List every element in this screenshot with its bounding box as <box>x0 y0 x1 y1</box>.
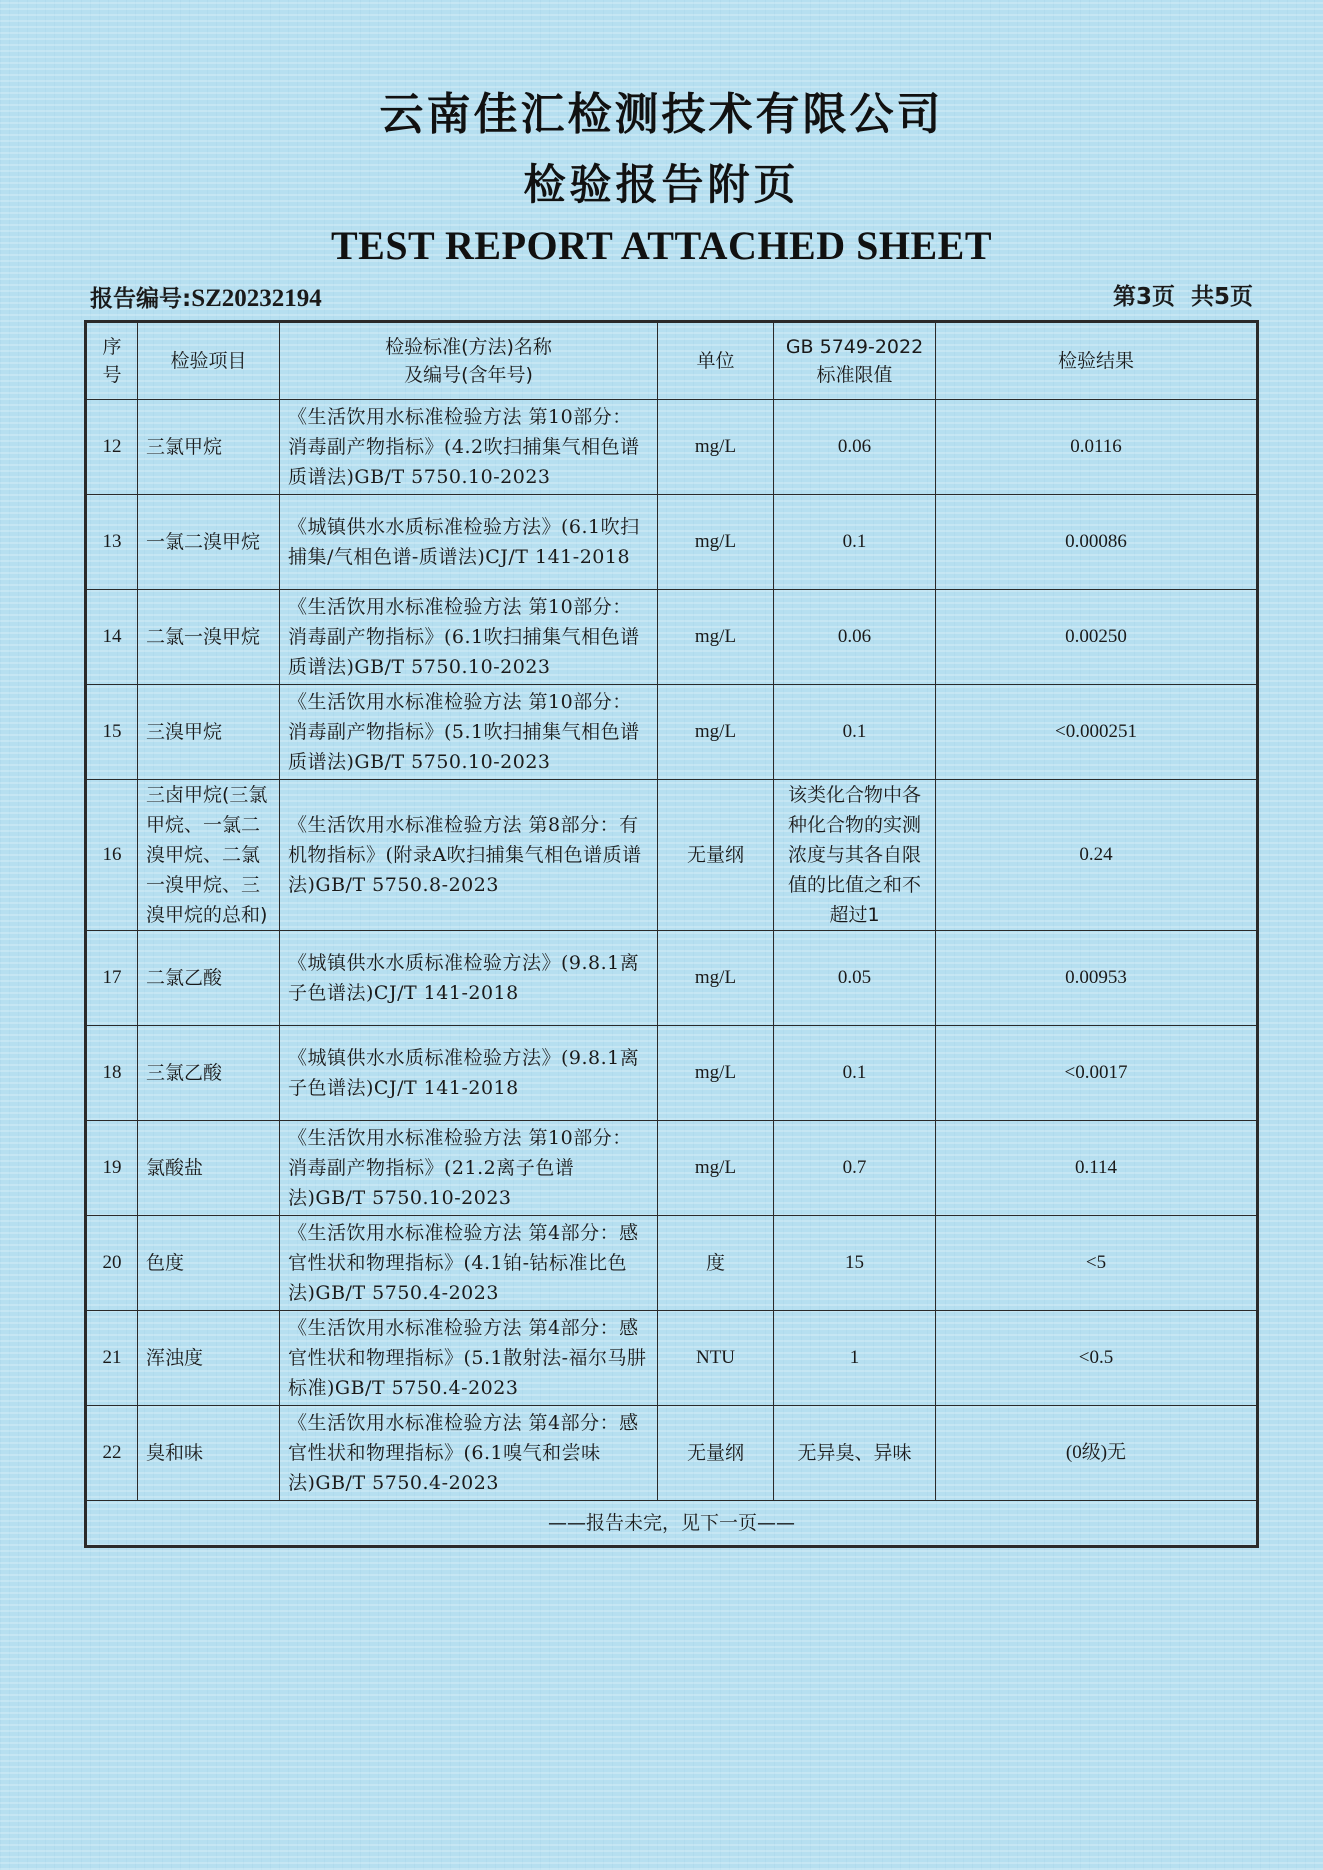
row-index: 19 <box>86 1121 138 1216</box>
document-subtitle: 检验报告附页 <box>523 160 800 209</box>
row-unit: mg/L <box>658 1026 774 1121</box>
page-indicator: 第3页 共5页 <box>1112 284 1253 310</box>
row-method: 《城镇供水水质标准检验方法》(9.8.1离子色谱法)CJ/T 141-2018 <box>280 931 658 1026</box>
row-limit: 0.7 <box>774 1121 936 1216</box>
row-index: 14 <box>86 590 138 685</box>
report-number-value: SZ20232194 <box>191 285 322 312</box>
header-method-line2: 及编号(含年号) <box>404 364 533 386</box>
row-limit: 15 <box>774 1216 936 1311</box>
row-method: 《生活饮用水标准检验方法 第4部分：感官性状和物理指标》(6.1嗅气和尝味法)GB/T 5750.4-2023 <box>280 1406 658 1501</box>
table-header-row <box>86 322 1258 400</box>
row-method: 《生活饮用水标准检验方法 第10部分：消毒副产物指标》(5.1吹扫捕集气相色谱质谱法)GB/T 5750.10-2023 <box>280 685 658 780</box>
row-limit: 该类化合物中各种化合物的实测浓度与其各自限值的比值之和不超过1 <box>774 780 936 931</box>
table-row <box>86 1311 1258 1406</box>
header-item: 检验项目 <box>138 322 280 400</box>
test-results-table <box>84 320 1259 1548</box>
row-item: 三氯甲烷 <box>138 400 280 495</box>
continuation-note: ——报告未完，见下一页—— <box>86 1501 1258 1547</box>
row-index: 17 <box>86 931 138 1026</box>
table-row <box>86 590 1258 685</box>
row-method: 《生活饮用水标准检验方法 第4部分：感官性状和物理指标》(4.1铂-钴标准比色法)GB/T 5750.4-2023 <box>280 1216 658 1311</box>
table-row <box>86 1026 1258 1121</box>
table-row <box>86 400 1258 495</box>
row-item: 氯酸盐 <box>138 1121 280 1216</box>
row-result: 0.00953 <box>936 931 1258 1026</box>
row-limit: 0.1 <box>774 685 936 780</box>
row-method: 《生活饮用水标准检验方法 第10部分：消毒副产物指标》(21.2离子色谱法)GB/T 5750.10-2023 <box>280 1121 658 1216</box>
row-unit: 度 <box>658 1216 774 1311</box>
table-row <box>86 685 1258 780</box>
row-unit: NTU <box>658 1311 774 1406</box>
row-item: 三氯乙酸 <box>138 1026 280 1121</box>
row-method: 《生活饮用水标准检验方法 第8部分：有机物指标》(附录A吹扫捕集气相色谱质谱法)GB/T 5750.8-2023 <box>280 780 658 931</box>
row-result: 0.00086 <box>936 495 1258 590</box>
row-limit: 0.06 <box>774 590 936 685</box>
row-result: <0.000251 <box>936 685 1258 780</box>
row-result: 0.114 <box>936 1121 1258 1216</box>
row-result: <0.0017 <box>936 1026 1258 1121</box>
header-method <box>280 322 658 400</box>
row-result: <0.5 <box>936 1311 1258 1406</box>
row-limit: 0.05 <box>774 931 936 1026</box>
report-number-label: 报告编号: <box>90 286 192 312</box>
row-index: 15 <box>86 685 138 780</box>
row-index: 21 <box>86 1311 138 1406</box>
row-unit: 无量纲 <box>658 1406 774 1501</box>
table-row <box>86 780 1258 931</box>
row-index: 22 <box>86 1406 138 1501</box>
row-limit: 0.06 <box>774 400 936 495</box>
row-unit: mg/L <box>658 495 774 590</box>
header-limit-line1: GB 5749-2022 <box>785 336 924 358</box>
row-unit: mg/L <box>658 931 774 1026</box>
row-item: 二氯一溴甲烷 <box>138 590 280 685</box>
row-limit: 0.1 <box>774 1026 936 1121</box>
row-index: 18 <box>86 1026 138 1121</box>
row-result: 0.24 <box>936 780 1258 931</box>
row-method: 《生活饮用水标准检验方法 第10部分：消毒副产物指标》(6.1吹扫捕集气相色谱质谱法)GB/T 5750.10-2023 <box>280 590 658 685</box>
table-row <box>86 931 1258 1026</box>
row-result: 0.00250 <box>936 590 1258 685</box>
row-limit: 无异臭、异味 <box>774 1406 936 1501</box>
header-method-line1: 检验标准(方法)名称 <box>385 336 552 358</box>
row-index: 20 <box>86 1216 138 1311</box>
row-index: 13 <box>86 495 138 590</box>
row-unit: mg/L <box>658 1121 774 1216</box>
row-item: 一氯二溴甲烷 <box>138 495 280 590</box>
row-result: (0级)无 <box>936 1406 1258 1501</box>
header-unit: 单位 <box>658 322 774 400</box>
header-index: 序号 <box>86 322 138 400</box>
table-row <box>86 1121 1258 1216</box>
row-index: 16 <box>86 780 138 931</box>
header-limit <box>774 322 936 400</box>
row-method: 《城镇供水水质标准检验方法》(9.8.1离子色谱法)CJ/T 141-2018 <box>280 1026 658 1121</box>
row-item: 二氯乙酸 <box>138 931 280 1026</box>
table-row <box>86 1216 1258 1311</box>
row-index: 12 <box>86 400 138 495</box>
row-item: 臭和味 <box>138 1406 280 1501</box>
table-footer-row <box>86 1501 1258 1547</box>
row-item: 三卤甲烷(三氯甲烷、一氯二溴甲烷、二氯一溴甲烷、三溴甲烷的总和) <box>138 780 280 931</box>
table-row <box>86 495 1258 590</box>
row-unit: mg/L <box>658 590 774 685</box>
header-result: 检验结果 <box>936 322 1258 400</box>
row-result: <5 <box>936 1216 1258 1311</box>
row-unit: mg/L <box>658 400 774 495</box>
row-item: 浑浊度 <box>138 1311 280 1406</box>
row-method: 《城镇供水水质标准检验方法》(6.1吹扫捕集/气相色谱-质谱法)CJ/T 141-2018 <box>280 495 658 590</box>
row-method: 《生活饮用水标准检验方法 第10部分：消毒副产物指标》(4.2吹扫捕集气相色谱质谱法)GB/T 5750.10-2023 <box>280 400 658 495</box>
company-title: 云南佳汇检测技术有限公司 <box>379 89 944 140</box>
english-title: TEST REPORT ATTACHED SHEET <box>330 223 993 268</box>
row-unit: mg/L <box>658 685 774 780</box>
row-item: 三溴甲烷 <box>138 685 280 780</box>
row-result: 0.0116 <box>936 400 1258 495</box>
row-limit: 1 <box>774 1311 936 1406</box>
row-item: 色度 <box>138 1216 280 1311</box>
table-row <box>86 1406 1258 1501</box>
row-limit: 0.1 <box>774 495 936 590</box>
row-method: 《生活饮用水标准检验方法 第4部分：感官性状和物理指标》(5.1散射法-福尔马肼标准)GB/T 5750.4-2023 <box>280 1311 658 1406</box>
row-unit: 无量纲 <box>658 780 774 931</box>
header-limit-line2: 标准限值 <box>816 364 893 386</box>
report-number <box>90 280 322 313</box>
